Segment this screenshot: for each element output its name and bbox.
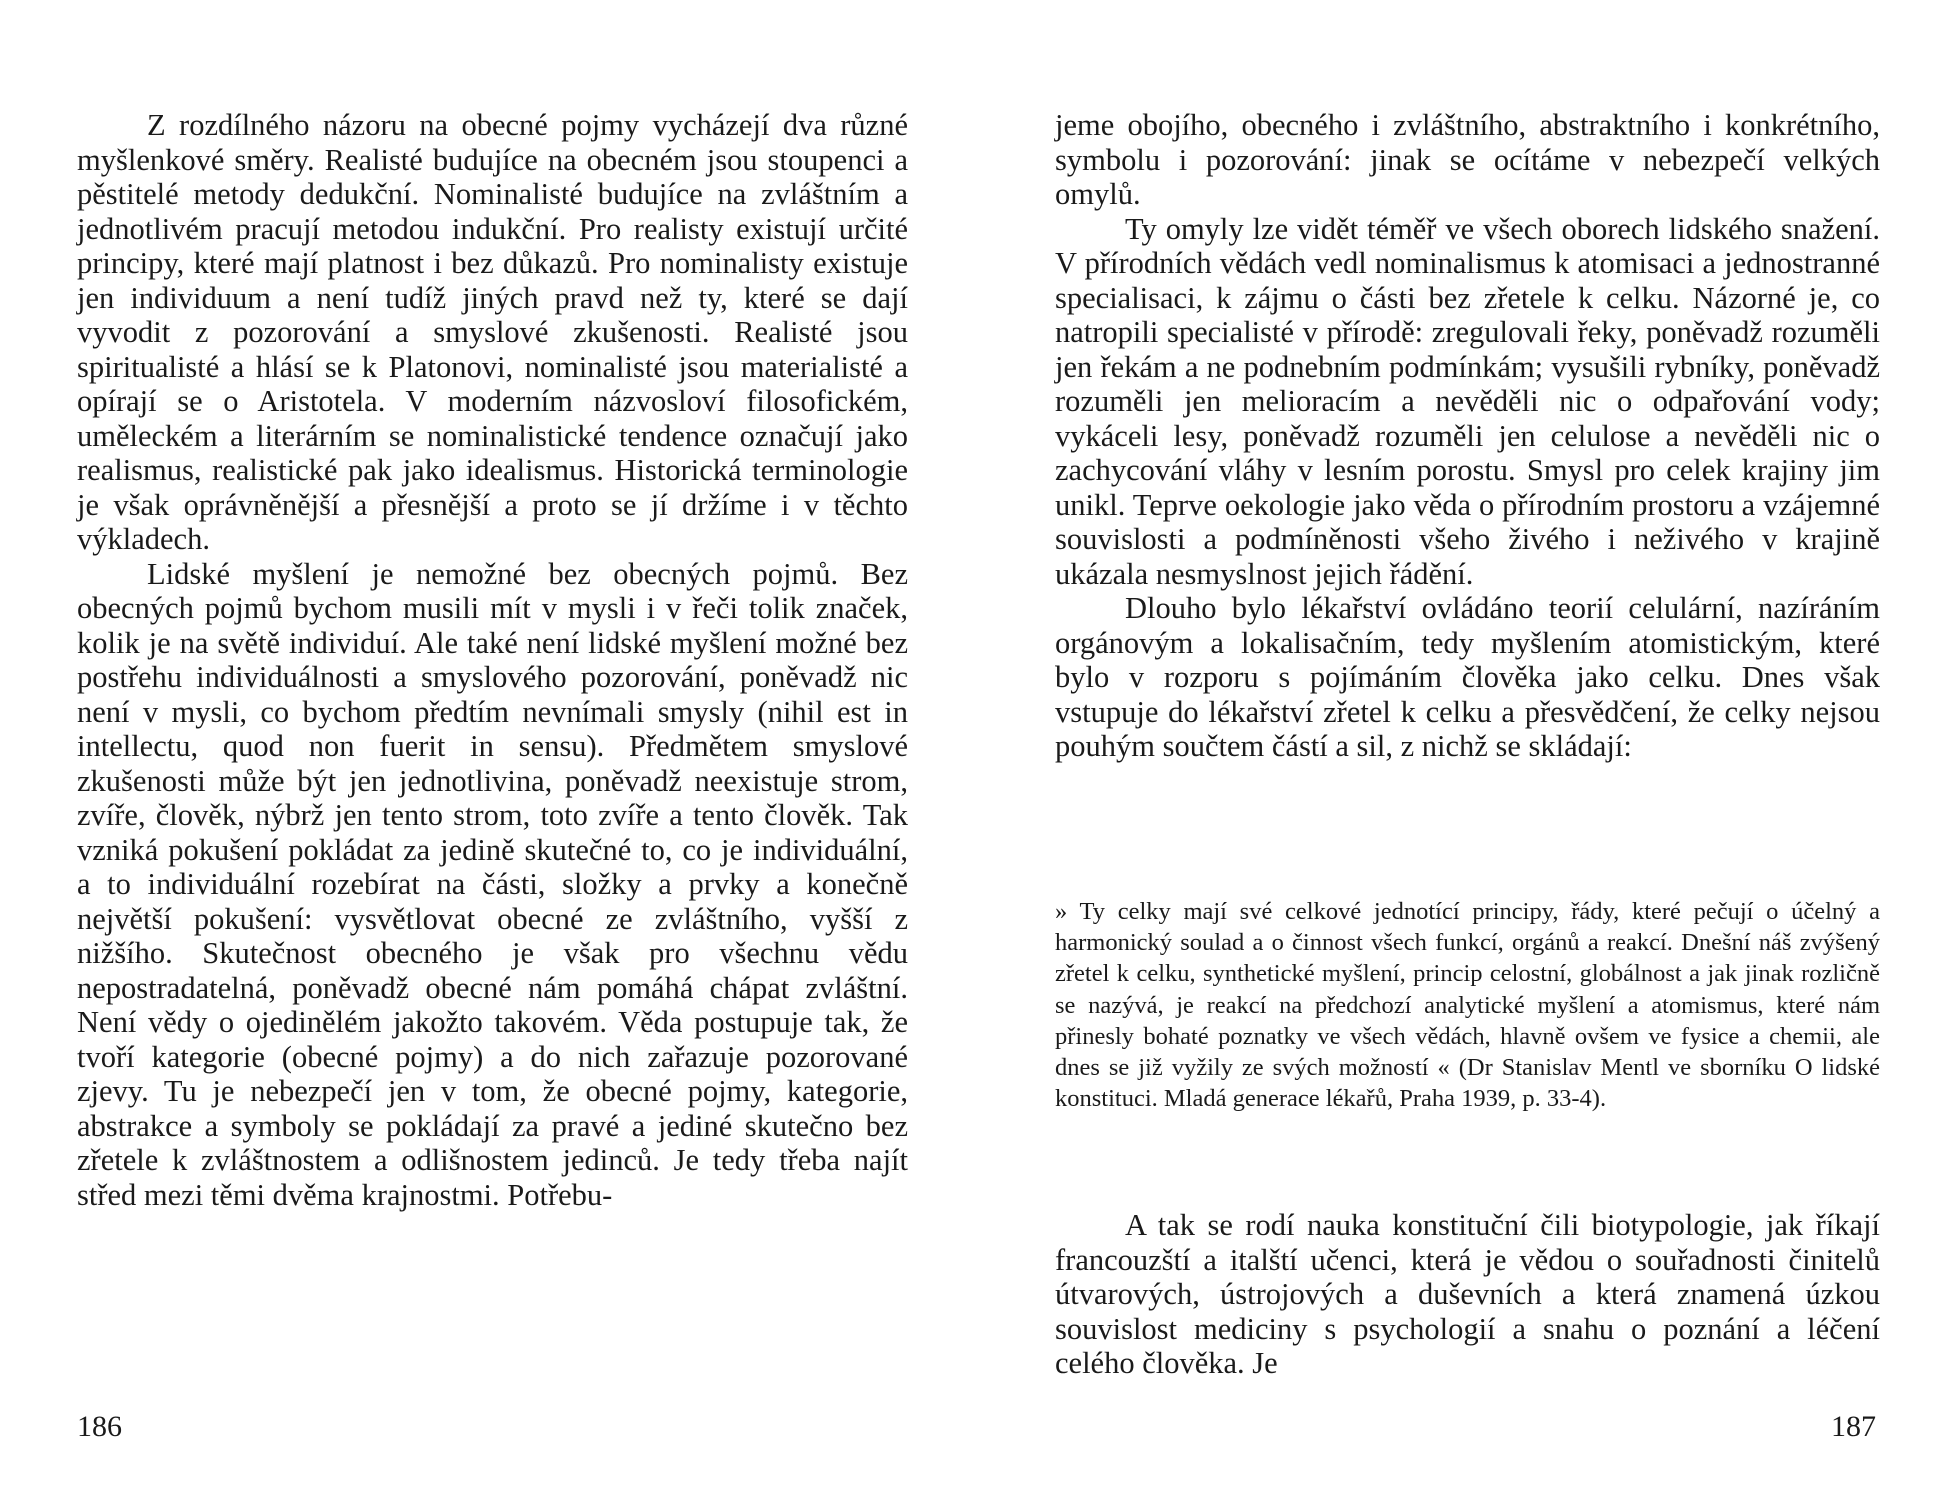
paragraph: Ty omyly lze vidět téměř ve všech oborech lidského snažení. V přírodních vědách vedl nominalismus k atomisaci a jednostranné specialisaci, k zájmu o části bez zřetele k celku. Názorné je, co natropili specialisté v přírodě: zregulovali řeky, poněvadž rozuměli jen řekám a ne podnebním podmínkám; vysušili rybníky, poněvadž rozuměli jen melioracím a nevěděli nic o odpařování vody; vykáceli lesy, poněvadž rozuměli jen celulose a nevěděli nic o zachycování vláhy v lesním porostu. Smysl pro celek krajiny jim unikl. Teprve oekologie jako věda o přírodním prostoru a vzájemné souvislosti a podmíněnosti všeho živého i neživého v krajině ukázala nesmyslnost jejich řádění. [1055,211,1880,591]
paragraph: jeme obojího, obecného i zvláštního, abstraktního i konkrétního, symbolu i pozorování: jinak se ocítáme v nebezpečí velkých omylů. [1055,108,1880,211]
page-number: 186 [77,1410,122,1443]
continuation-text [1055,1208,1880,1381]
paragraph: Dlouho bylo lékařství ovládáno teorií celulární, nazíráním orgánovým a lokalisačním, tedy myšlením atomistickým, které bylo v rozporu s pojímáním člověka jako celku. Dnes však vstupuje do lékařství zřetel k celku a přesvědčení, že celky nejsou pouhým součtem částí a sil, z nichž se skládají: [1055,591,1880,763]
block-quote [1055,896,1880,1114]
paragraph: A tak se rodí nauka konstituční čili biotypologie, jak říkají francouzští a italští učenci, která je vědou o souřadnosti činitelů útvarových, ústrojových a duševních a která znamená úzkou souvislost mediciny s psychologií a snahu o poznání a léčení celého člověka. Je [1055,1208,1880,1380]
left-page-text [77,108,908,1212]
quote-text: » Ty celky mají své celkové jednotící principy, řády, které pečují o účelný a harmonický soulad a o činnost všech funkcí, orgánů a reakcí. Dnešní náš zvýšený zřetel k celku, synthetické myšlení, princip celostní, globálnost a jak jinak rozličně se nazývá, je reakcí na předchozí analytické myšlení a atomismus, které nám přinesly bohaté poznatky ve všech vědách, hlavně ovšem ve fysice a chemii, ale dnes se již vyžily ze svých možností « (Dr Stanislav Mentl ve sborníku O lidské konstituci. Mladá generace lékařů, Praha 1939, p. 33-4). [1055,898,1880,1113]
paragraph: Z rozdílného názoru na obecné pojmy vycházejí dva různé myšlenkové směry. Realisté budujíce na obecném jsou stoupenci a pěstitelé metody dedukční. Nominalisté budujíce na zvláštním a jednotlivém pracují metodou indukční. Pro realisty existují určité principy, které mají platnost i bez důkazů. Pro nominalisty existuje jen individuum a není tudíž jiných pravd než ty, které se dají vyvodit z pozorování a smyslové zkušenosti. Realisté jsou spiritualisté a hlásí se k Platonovi, nominalisté jsou materialisté a opírají se o Aristotela. V moderním názvosloví filosofickém, uměleckém a literárním se nominalistické tendence označují jako realismus, realistické pak jako idealismus. Historická terminologie je však oprávněnější a přesnější a proto se jí držíme i v těchto výkladech. [77,108,908,556]
paragraph: Lidské myšlení je nemožné bez obecných pojmů. Bez obecných pojmů bychom musili mít v mysli i v řeči tolik značek, kolik je na světě individuí. Ale také není lidské myšlení možné bez postřehu individuálnosti a smyslového pozorování, poněvadž nic není v mysli, co bychom předtím nevnímali smysly (nihil est in intellectu, quod non fuerit in sensu). Předmětem smyslové zkušenosti může být jen jednotlivina, poněvadž neexistuje strom, zvíře, člověk, nýbrž jen tento strom, toto zvíře a tento člověk. Tak vzniká pokušení pokládat za jedině skutečné to, co je individuální, a to individuální rozebírat na části, složky a prvky a konečně největší pokušení: vysvětlovat obecné ze zvláštního, vyšší z nižšího. Skutečnost obecného je však pro všechnu vědu nepostradatelná, poněvadž obecné nám pomáhá chápat zvláštní. Není vědy o ojedinělém jakožto takovém. Věda postupuje tak, že tvoří kategorie (obecné pojmy) a do nich zařazuje pozorované zjevy. Tu je nebezpečí jen v tom, že obecné pojmy, kategorie, abstrakce a symboly se pokládají za pravé a jediné skutečno bez zřetele k zvláštnostem a odlišnostem jedinců. Je tedy třeba najít střed mezi těmi dvěma krajnostmi. Potřebu- [77,556,908,1212]
right-page [968,0,1936,1500]
page-number: 187 [1831,1410,1876,1443]
right-page-text [1055,108,1880,764]
